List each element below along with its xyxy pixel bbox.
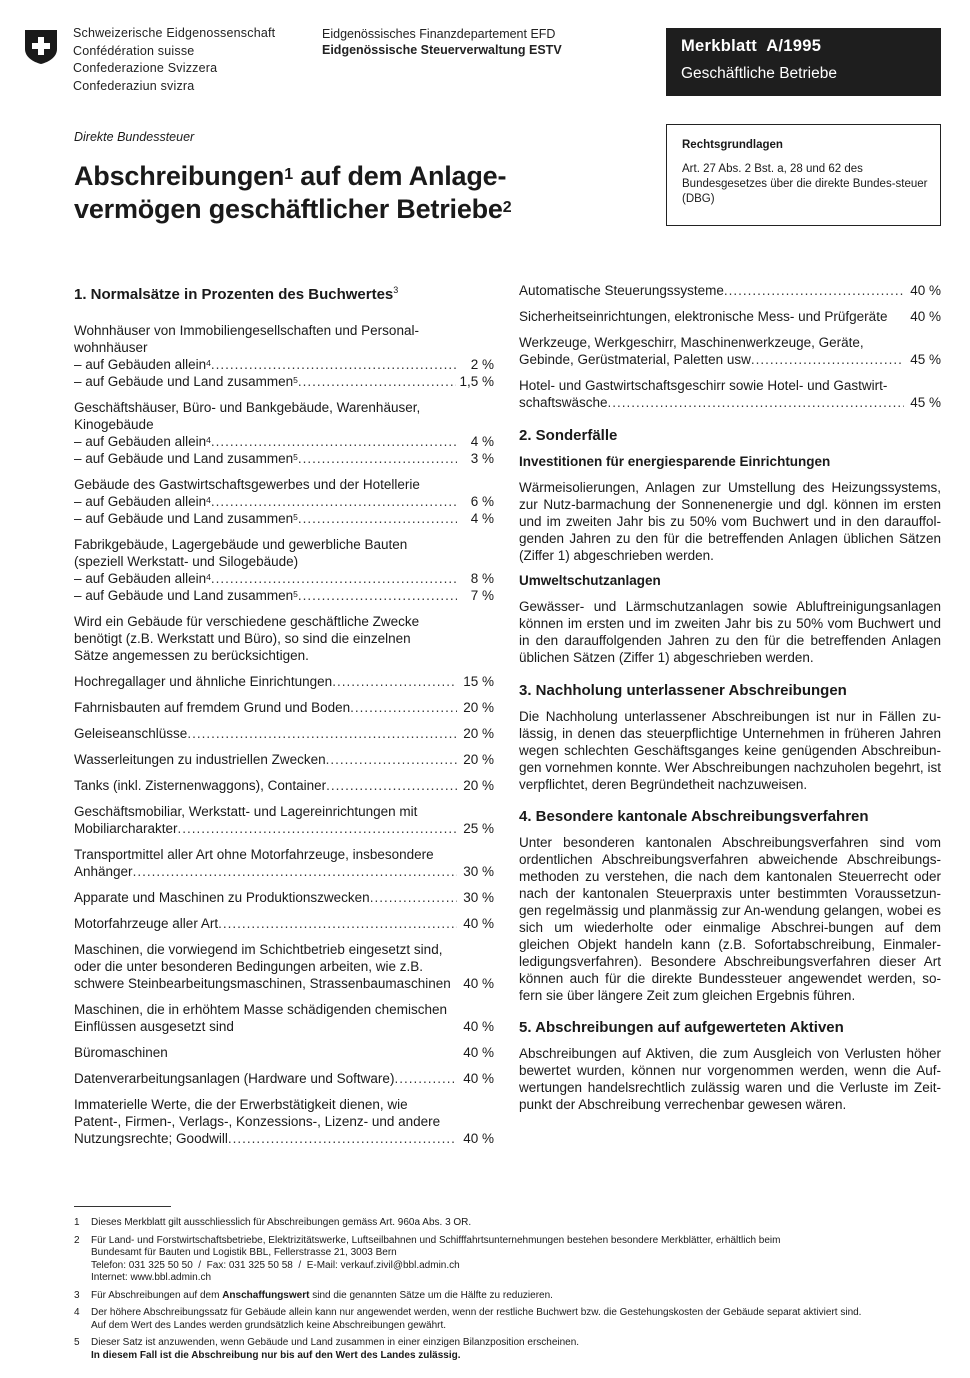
leader-dots <box>298 510 457 527</box>
badge-subtitle: Geschäftliche Betriebe <box>681 65 837 82</box>
rate-label <box>74 373 298 390</box>
rate-row-sicherheit <box>519 308 941 325</box>
rate-value: 40 % <box>463 1045 494 1060</box>
rate-label <box>74 450 298 467</box>
leader-dots <box>178 820 457 837</box>
rate-value: 45 % <box>910 352 941 367</box>
footnote-number: 1 <box>74 1217 80 1228</box>
rate-row <box>519 351 941 368</box>
confederation-de: Schweizerische Eidgenossenschaft <box>73 26 276 40</box>
subject-label: Direkte Bundessteuer <box>74 130 195 144</box>
entry-schichtbetrieb <box>74 941 494 992</box>
section-1-heading-text: 1. Normalsätze in Prozenten des Buchwertes <box>74 286 394 303</box>
leader-dots <box>187 725 457 742</box>
rate-value: 30 % <box>463 864 494 879</box>
entry-line: Patent-, Firmen-, Verlags-, Konzessions-, Lizenz- und andere <box>74 1114 441 1129</box>
rate-row <box>519 394 941 411</box>
badge-title: Merkblatt A/1995 <box>681 37 822 55</box>
entry-immaterielle-werte <box>74 1096 494 1147</box>
rate-label: Nutzungsrechte; Goodwill <box>74 1131 228 1146</box>
entry-chemisch <box>74 1001 494 1035</box>
section-5-heading: 5. Abschreibungen auf aufgewerteten Aktiven <box>519 1019 844 1036</box>
rate-label <box>74 356 211 373</box>
rate-label: Wasserleitungen zu industriellen Zwecken <box>74 752 326 767</box>
rate-row <box>74 820 494 837</box>
rate-row <box>74 1018 494 1035</box>
section-1-heading <box>74 282 494 303</box>
rate-row <box>74 493 494 510</box>
footnote-text <box>91 1235 904 1285</box>
rate-label: Automatische Steuerungssysteme <box>519 283 724 298</box>
confederation-rm: Confederaziun svizra <box>73 78 195 93</box>
entry-line: Geschäftsmobiliar, Werkstatt- und Lagereinrichtungen mit <box>74 804 418 819</box>
leader-dots <box>228 1130 457 1147</box>
rate-value: 20 % <box>463 700 494 715</box>
rate-label: Hochregallager und ähnliche Einrichtungen <box>74 674 333 689</box>
footnote-ref: 4 <box>206 572 211 582</box>
footnote-text: Dieses Merkblatt gilt ausschliesslich für Abschreibungen gemäss Art. 960a Abs. 3 OR. <box>91 1217 472 1228</box>
footnote-4 <box>74 1307 904 1332</box>
entry-line: oder die unter besonderen Bedingungen arbeiten, wie z.B. <box>74 959 423 974</box>
entry-line: Sätze angemessen zu berücksichtigen. <box>74 648 309 663</box>
rate-value: 45 % <box>910 395 941 410</box>
leader-dots <box>211 356 457 373</box>
rate-label-text: – auf Gebäuden allein <box>74 494 207 509</box>
rate-value: 7 % <box>470 588 494 603</box>
footnote-text <box>91 1290 904 1303</box>
footnote-ref: 4 <box>206 358 211 368</box>
leader-dots <box>298 587 457 604</box>
rate-row-geleise <box>74 725 494 742</box>
rate-row <box>74 975 494 992</box>
page-title <box>74 160 654 226</box>
right-column <box>519 282 941 1113</box>
merkblatt-badge <box>666 28 941 96</box>
footnote-ref: 5 <box>293 512 298 522</box>
entry-line: Maschinen, die vorwiegend im Schichtbetrieb eingesetzt sind, <box>74 942 443 957</box>
entry-line: (speziell Werkstatt- und Silogebäude) <box>74 554 299 569</box>
leader-dots <box>608 394 904 411</box>
entry-fabrikgebaeude <box>74 536 494 604</box>
leader-dots <box>211 433 457 450</box>
leader-dots <box>211 570 457 587</box>
rate-value: 20 % <box>463 752 494 767</box>
rate-row <box>74 510 494 527</box>
rate-row-tanks <box>74 777 494 794</box>
entry-line: Gebäude des Gastwirtschaftsgewerbes und der Hotellerie <box>74 477 420 492</box>
footnote-number: 2 <box>74 1234 80 1246</box>
footnote-text-part: sind die genannten Sätze um die Hälfte zu reduzieren. <box>309 1289 553 1301</box>
section-5-text: Abschreibungen auf Aktiven, die zum Ausgleich von Verlusten höher bewertet wurden, können nur vorgenommen werden, wenn die Auf-wertungen handelsrechtlich zulässig waren und die Verluste im Zeit-punkt der Abschreibung verrechenbar gewesen wären. <box>519 1046 941 1112</box>
rate-label-text: – auf Gebäuden allein <box>74 571 207 586</box>
rate-label <box>74 570 211 587</box>
section-2-heading: 2. Sonderfälle <box>519 427 618 444</box>
leader-dots <box>370 889 457 906</box>
title-part1: Abschreibungen <box>74 161 285 191</box>
rate-row <box>74 587 494 604</box>
leader-dots <box>326 751 457 768</box>
footnote-line: Dieser Satz ist anzuwenden, wenn Gebäude und Land zusammen in einer einzigen Bilanzposition erscheinen. <box>91 1337 580 1348</box>
rate-value: 6 % <box>470 494 494 509</box>
entry-line: Wird ein Gebäude für verschiedene geschäftliche Zwecke <box>74 614 420 629</box>
footnote-ref: 5 <box>293 589 298 599</box>
footnote-ref: 5 <box>293 375 298 385</box>
rate-row-hochregallager <box>74 673 494 690</box>
rate-label: Fahrnisbauten auf fremdem Grund und Boden <box>74 700 351 715</box>
section-2-text-environment: Gewässer- und Lärmschutzanlagen sowie Abluftreinigungsanlagen können im ersten und im zweiten Jahr bis zu 50% vom Buchwert und in den darauffolgenden Jahren zu den für die betreffenden Anlagen üblichen Sätzen (Ziffer 1) abgeschrieben werden. <box>519 599 941 665</box>
rate-label-text: – auf Gebäude und Land zusammen <box>74 511 294 526</box>
rate-label: Tanks (inkl. Zisternenwaggons), Container <box>74 778 327 793</box>
entry-line: Wohnhäuser von Immobiliengesellschaften und Personal- <box>74 323 419 338</box>
rate-value: 20 % <box>463 726 494 741</box>
rate-label: Büromaschinen <box>74 1045 168 1060</box>
entry-wohnhaeuser <box>74 322 494 390</box>
department-block <box>322 26 562 58</box>
footnote-line: Für Land- und Forstwirtschaftsbetriebe, Elektrizitätswerke, Luftseilbahnen und Schifffahrtsunternehmungen bestehen besondere Merkblätter, erhältlich beim <box>91 1234 781 1246</box>
entry-note-mixed-use <box>74 613 494 664</box>
leader-dots <box>326 777 457 794</box>
entry-werkzeuge <box>519 334 941 368</box>
entry-line: Maschinen, die in erhöhtem Masse schädigenden chemischen <box>74 1002 447 1017</box>
rate-label-text: – auf Gebäuden allein <box>74 434 207 449</box>
leader-dots <box>133 863 457 880</box>
entry-line: Kinogebäude <box>74 417 154 432</box>
rate-label: Sicherheitseinrichtungen, elektronische Mess- und Prüfgeräte <box>519 309 888 324</box>
rate-value: 30 % <box>463 890 494 905</box>
leader-dots <box>394 1070 457 1087</box>
title-footnote-1: 1 <box>284 166 293 183</box>
rate-label <box>74 433 211 450</box>
rate-label <box>74 493 211 510</box>
footnote-ref: 4 <box>206 435 211 445</box>
left-column <box>74 282 494 1147</box>
leader-dots <box>724 282 904 299</box>
rate-value: 4 % <box>470 434 494 449</box>
entry-geschaeftshaeuser <box>74 399 494 467</box>
section-4-heading: 4. Besondere kantonale Abschreibungsverfahren <box>519 808 869 825</box>
section-2-text-energy: Wärmeisolierungen, Anlagen zur Umstellung des Heizungssystems, zur Nutz-barmachung der Sonnenenergie und dgl. können im ersten und im zweiten Jahr bis zu 50% vom Buchwert und in den darauffol-genden Jahren zu den für die betreffenden Anlagen üblichen Sätzen (Ziffer 1) abgeschrieben werden. <box>519 480 941 563</box>
rate-label-text: – auf Gebäuden allein <box>74 357 207 372</box>
rate-label: Datenverarbeitungsanlagen (Hardware und Software) <box>74 1071 395 1086</box>
rate-row <box>74 450 494 467</box>
swiss-cross-shield-icon <box>24 29 58 65</box>
rate-row <box>74 1130 494 1147</box>
rate-value: 40 % <box>463 1071 494 1086</box>
department-name: Eidgenössisches Finanzdepartement EFD <box>322 27 556 41</box>
rate-row-wasserleitungen <box>74 751 494 768</box>
rate-value: 1,5 % <box>459 374 494 389</box>
rate-row-steuerungssysteme <box>519 282 941 299</box>
footnote-3 <box>74 1290 904 1303</box>
rate-label: Motorfahrzeuge aller Art <box>74 916 219 931</box>
rate-label: Geleiseanschlüsse <box>74 726 188 741</box>
rate-value: 25 % <box>463 821 494 836</box>
confederation-it: Confederazione Svizzera <box>73 61 218 75</box>
entry-line: Hotel- und Gastwirtschaftsgeschirr sowie Hotel- und Gastwirt- <box>519 378 888 393</box>
confederation-fr: Confédération suisse <box>73 43 195 58</box>
entry-line: Fabrikgebäude, Lagergebäude und gewerbliche Bauten <box>74 537 408 552</box>
leader-dots <box>298 373 457 390</box>
rate-label: Anhänger <box>74 864 133 879</box>
leader-dots <box>298 450 457 467</box>
rate-value: 2 % <box>470 357 494 372</box>
rate-value: 40 % <box>463 976 494 991</box>
entry-line: Werkzeuge, Werkgeschirr, Maschinenwerkzeuge, Geräte, <box>519 335 864 350</box>
rate-label: Einflüssen ausgesetzt sind <box>74 1019 234 1034</box>
rate-label: Mobiliarcharakter <box>74 821 178 836</box>
rate-row-edv <box>74 1070 494 1087</box>
title-part2: vermögen geschäftlicher Betriebe <box>74 194 503 224</box>
rate-value: 3 % <box>470 451 494 466</box>
footnote-number: 4 <box>74 1307 80 1318</box>
rate-value: 40 % <box>463 1131 494 1146</box>
rate-row-bueromaschinen <box>74 1044 494 1061</box>
rate-value: 40 % <box>910 309 941 324</box>
legal-heading: Rechtsgrundlagen <box>682 139 783 151</box>
footnote-text-part: Für Abschreibungen auf dem <box>91 1289 223 1301</box>
footnote-line: Telefon: 031 325 50 50 / Fax: 031 325 50 58 / E-Mail: verkauf.zivil@bbl.admin.ch <box>91 1259 460 1271</box>
entry-line: Geschäftshäuser, Büro- und Bankgebäude, Warenhäuser, <box>74 400 421 415</box>
section-3-text: Die Nachholung unterlassener Abschreibungen ist nur in Fällen zu-lässig, in denen das steuerpflichtige Unternehmen in früheren Jahren wegen schlechten Geschäftsganges keine genügenden Abschreibun-gen vornehmen konnte. Wer Abschreibungen nachzuholen begehrt, ist verpflichtet, deren Begründetheit nachzuweisen. <box>519 709 941 792</box>
rate-value: 40 % <box>463 916 494 931</box>
leader-dots <box>332 673 457 690</box>
footnote-line: Der höhere Abschreibungssatz für Gebäude allein kann nur angewendet werden, wenn der restliche Buchwert bzw. die Gestehungskosten der Gebäude separat aktiviert sind. <box>91 1307 862 1318</box>
rate-value: 4 % <box>470 511 494 526</box>
rate-label-text: – auf Gebäude und Land zusammen <box>74 374 294 389</box>
entry-mobiliar <box>74 803 494 837</box>
rate-label <box>74 510 298 527</box>
rate-label: Gebinde, Gerüstmaterial, Paletten usw <box>519 352 751 367</box>
footnote-line: Bundesamt für Bauten und Logistik BBL, Fellerstrasse 21, 3003 Bern <box>91 1247 397 1258</box>
entry-hotelgeschirr <box>519 377 941 411</box>
legal-basis-box <box>666 124 941 226</box>
footnote-text <box>91 1307 904 1332</box>
rate-row-apparate <box>74 889 494 906</box>
rate-label-text: – auf Gebäude und Land zusammen <box>74 588 294 603</box>
section-3-heading: 3. Nachholung unterlassener Abschreibungen <box>519 682 847 699</box>
rate-row-motorfahrzeuge <box>74 915 494 932</box>
entry-gastwirtschaft <box>74 476 494 527</box>
administration-name: Eidgenössische Steuerverwaltung ESTV <box>322 43 562 57</box>
rate-row <box>74 570 494 587</box>
rate-value: 40 % <box>910 283 941 298</box>
footnote-line: Internet: www.bbl.admin.ch <box>91 1272 212 1283</box>
rate-row <box>74 373 494 390</box>
legal-text: Art. 27 Abs. 2 Bst. a, 28 und 62 des Bundesgesetzes über die direkte Bundes-steuer (DBG) <box>682 163 928 205</box>
rate-label: schaftswäsche <box>519 395 608 410</box>
rate-row-fahrnisbauten <box>74 699 494 716</box>
footnote-emphasis: Anschaffungswert <box>222 1289 310 1301</box>
footnote-number: 5 <box>74 1337 80 1348</box>
section-1-heading-sup: 3 <box>393 285 399 295</box>
footnote-1 <box>74 1217 904 1230</box>
leader-dots <box>350 699 457 716</box>
title-part1b: auf dem Anlage- <box>292 161 507 191</box>
footnote-divider <box>74 1206 171 1207</box>
footnote-text <box>91 1337 904 1362</box>
rate-value: 40 % <box>463 1019 494 1034</box>
leader-dots <box>218 915 457 932</box>
footnote-line: Auf dem Wert des Landes werden grundsätzlich keine Abschreibungen gewährt. <box>91 1319 447 1331</box>
footnote-number: 3 <box>74 1289 80 1301</box>
rate-label: schwere Steinbearbeitungsmaschinen, Strassenbaumaschinen <box>74 976 451 991</box>
footnote-ref: 4 <box>206 495 211 505</box>
rate-label: Apparate und Maschinen zu Produktionszwecken <box>74 890 370 905</box>
title-footnote-2: 2 <box>502 199 512 216</box>
rate-row <box>74 433 494 450</box>
section-2-subheading-energy: Investitionen für energiesparende Einrichtungen <box>519 454 831 469</box>
rate-value: 15 % <box>463 674 494 689</box>
footnote-line: In diesem Fall ist die Abschreibung nur bis auf den Wert des Landes zulässig. <box>91 1349 461 1361</box>
section-4-text: Unter besonderen kantonalen Abschreibungsverfahren sind vom ordentlichen Abschreibungsverfahren abweichende Abschreibungs-methoden zu verstehen, die nach dem kantonalen Steuerrecht oder nach der kantonalen Steuerpraxis unter bestimmten Voraussetzun-gen regelmässig und planmässig zur An-wendung gelangen, wobei es sich um wiederholte oder einmalige Abschrei-bungen auf dem gleichen Objekt handeln kann (z.B. Sofortabschreibung, Einmaler-ledigungsverfahren). Besondere Abschreibungsverfahren dieser Art können auch für die direkte Bundessteuer angewendet werden, so-fern sie über längere Zeit zum gleichen Ergebnis führen. <box>519 835 941 1003</box>
footnotes <box>74 1217 904 1367</box>
entry-line: Transportmittel aller Art ohne Motorfahrzeuge, insbesondere <box>74 847 434 862</box>
entry-line: wohnhäuser <box>74 340 148 355</box>
rate-label-text: – auf Gebäude und Land zusammen <box>74 451 294 466</box>
leader-dots <box>211 493 457 510</box>
footnote-ref: 5 <box>293 452 298 462</box>
section-2-subheading-environment: Umweltschutzanlagen <box>519 573 661 588</box>
rate-row <box>74 863 494 880</box>
entry-line: benötigt (z.B. Werkstatt und Büro), so sind die einzelnen <box>74 631 411 646</box>
rate-value: 20 % <box>463 778 494 793</box>
confederation-names <box>73 25 275 95</box>
entry-transportmittel <box>74 846 494 880</box>
rate-value: 8 % <box>470 571 494 586</box>
footnote-2 <box>74 1235 904 1285</box>
rate-label <box>74 587 298 604</box>
entry-line: Immaterielle Werte, die der Erwerbstätigkeit dienen, wie <box>74 1097 408 1112</box>
leader-dots <box>751 351 904 368</box>
rate-row <box>74 356 494 373</box>
footnote-5 <box>74 1337 904 1362</box>
